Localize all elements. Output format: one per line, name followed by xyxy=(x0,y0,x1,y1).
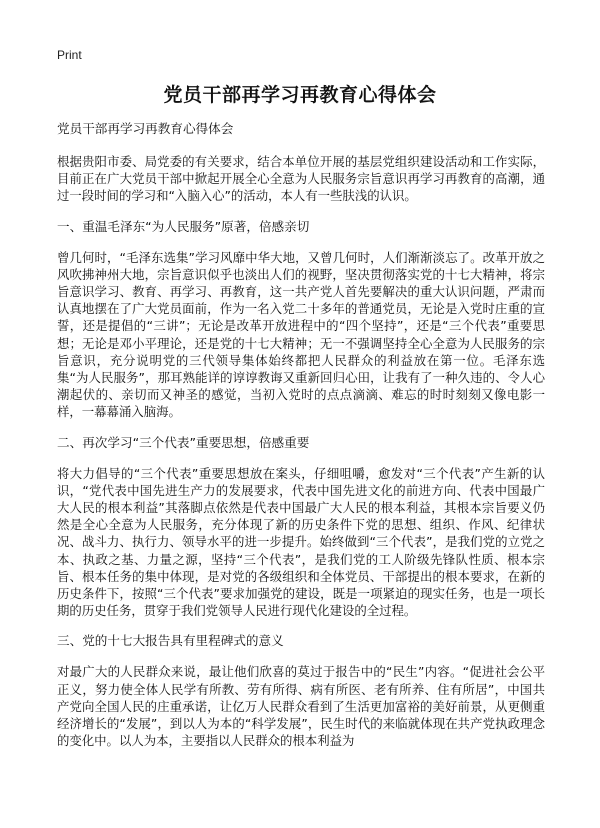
paragraph-section-1: 曾几何时，“毛泽东选集”学习风靡中华大地，又曾几何时，人们渐渐淡忘了。改革开放之风吹拂神州大地，宗旨意识似乎也淡出人们的视野，坚决贯彻落实党的十七大精神，将宗旨意识学习、教育、再学习、再教育，这一共产党人首先要解决的重大认识问题，严肃而认真地摆在了广大党员面前，作为一名入党二十多年的普通党员，无论是入党时庄重的宣誓，还是提倡的“三讲”；无论是改革开放进程中的“四个坚持”，还是“三个代表”重要思想；无论是邓小平理论，还是党的十七大精神；无一不强调坚持全心全意为人民服务的宗旨意识，充分说明党的三代领导集体始终都把人民群众的利益放在第一位。毛泽东选集“为人民服务”，那耳熟能详的谆谆教诲又重新回归心田，让我有了一种久违的、令人心潮起伏的、亲切而又神圣的感觉，当初入党时的点点滴滴、难忘的时时刻刻又像电影一样，一幕幕涌入脑海。 xyxy=(57,249,545,420)
section-heading-3: 三、党的十七大报告具有里程碑式的意义 xyxy=(57,633,284,649)
section-heading-1: 一、重温毛泽东“为人民服务”原著，倍感亲切 xyxy=(57,218,310,234)
print-link[interactable]: Print xyxy=(57,48,82,62)
section-heading-2: 二、再次学习“三个代表”重要思想，倍感重要 xyxy=(57,434,310,450)
document-body xyxy=(57,120,545,762)
document-subtitle: 党员干部再学习再教育心得体会 xyxy=(57,121,234,136)
document-title: 党员干部再学习再教育心得体会 xyxy=(163,84,437,106)
paragraph-section-3: 对最广大的人民群众来说，最让他们欣喜的莫过于报告中的“民生”内容。“促进社会公平正义，努力使全体人民学有所教、劳有所得、病有所医、老有所养、住有所居”，中国共产党向全国人民的庄重承诺，让亿万人民群众看到了生活更加富裕的美好前景，从更侧重经济增长的“发展”，到以人为本的“科学发展”，民生时代的来临就体现在共产党执政理念的变化中。以人为本，主要指以人民群众的根本利益为 xyxy=(57,664,545,749)
paragraph-section-2: 将大力倡导的“三个代表”重要思想放在案头，仔细咀嚼，愈发对“三个代表”产生新的认识，“党代表中国先进生产力的发展要求，代表中国先进文化的前进方向、代表中国最广大人民的根本利益”其落脚点依然是代表中国最广大人民的根本利益，其根本宗旨要义仍然是全心全意为人民服务，充分体现了新的历史条件下党的思想、组织、作风、纪律状况、战斗力、执行力、领导水平的进一步提升。始终做到“三个代表”，是我们党的立党之本、执政之基、力量之源，坚持“三个代表”，是我们党的工人阶级先锋队性质、根本宗旨、根本任务的集中体现，是对党的各级组织和全体党员、干部提出的根本要求，在新的历史条件下，按照“三个代表”要求加强党的建设，既是一项紧迫的现实任务，也是一项长期的历史任务，贯穿于我们党领导人民进行现代化建设的全过程。 xyxy=(57,465,545,619)
paragraph-intro: 根据贵阳市委、局党委的有关要求，结合本单位开展的基层党组织建设活动和工作实际，目前正在广大党员干部中掀起开展全心全意为人民服务宗旨意识再学习再教育的高潮，通过一段时间的学习和“入脑入心”的活动，本人有一些肤浅的认识。 xyxy=(57,154,545,204)
